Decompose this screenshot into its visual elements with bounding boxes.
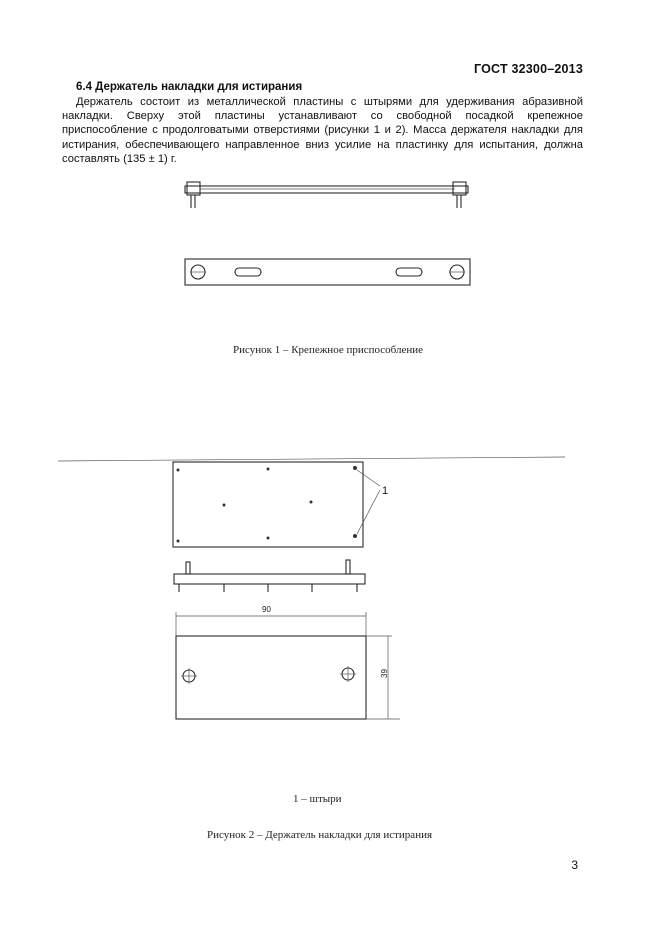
fig1-side-view bbox=[185, 182, 468, 208]
fig1-top-view bbox=[185, 259, 470, 285]
fig2-bottom-plate bbox=[176, 636, 366, 719]
callout-label: 1 bbox=[382, 485, 389, 497]
fig2-side-view bbox=[174, 560, 365, 592]
body-paragraph: Держатель состоит из металлической пластины с штырями для удерживания абразивной накладки. Сверху этой пластины устанавливают со свободной посадкой крепежное приспособление с продолговатыми отверстиями (рисунки 1 и 2). Масса держателя накладки для истирания, обеспечивающего направленное вниз усилие на пластинку для испытания, должна составлять (135 ± 1) г. bbox=[62, 96, 583, 165]
page-number: 3 bbox=[571, 858, 578, 872]
document-code: ГОСТ 32300–2013 bbox=[474, 62, 583, 76]
figure1-caption: Рисунок 1 – Крепежное приспособление bbox=[233, 344, 424, 356]
fig2-top-plate bbox=[173, 462, 363, 547]
figure2-legend: 1 – штыри bbox=[293, 793, 342, 805]
fig2-height-dimension bbox=[366, 636, 400, 719]
dim-width-label: 90 bbox=[262, 605, 271, 614]
fig2-callout bbox=[357, 470, 388, 534]
section-title: 6.4 Держатель накладки для истирания bbox=[76, 81, 303, 93]
fig2-frame-line bbox=[58, 457, 565, 461]
fig2-width-dimension bbox=[176, 605, 366, 636]
dim-height-label: 39 bbox=[380, 669, 389, 678]
figure2-caption: Рисунок 2 – Держатель накладки для истирания bbox=[207, 829, 433, 841]
